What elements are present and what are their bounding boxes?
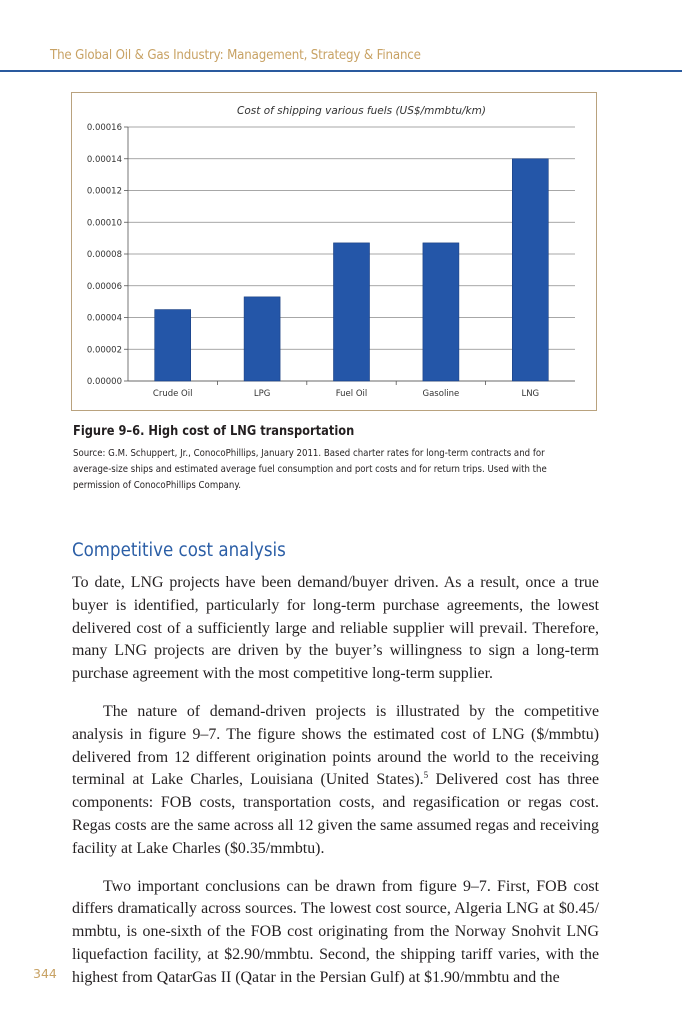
chart-title: Cost of shipping various fuels (US$/mmbtu/km) <box>237 105 486 117</box>
y-tick-label: 0.00016 <box>86 123 122 133</box>
figure-source: Source: G.M. Schuppert, Jr., ConocoPhillips, January 2011. Based charter rates for long-term contracts and for average-size ships and estimated average fuel consumption and port costs and for return trips. Used with the permission of ConocoPhillips Company. <box>73 448 547 491</box>
y-tick-label: 0.00012 <box>86 186 122 197</box>
paragraph-2 <box>72 701 599 861</box>
x-tick-label: Fuel Oil <box>335 389 368 399</box>
chart-figure <box>71 92 597 411</box>
x-tick-label: LNG <box>521 389 540 399</box>
y-tick-label: 0.00014 <box>86 154 122 165</box>
paragraph-3: Two important conclusions can be drawn from figure 9–7. First, FOB cost differs dramatically across sources. The lowest cost source, Algeria LNG at $0.45/ mmbtu, is one-sixth of the FOB cost originating from the Norway Snohvit LNG liquefaction facility, at $2.90/mmbtu. Second, the shipping tariff varies, with the highest from QatarGas II (Qatar in the Persian Gulf) at $1.90/mmbtu and the <box>72 877 599 986</box>
paragraph-1: To date, LNG projects have been demand/buyer driven. As a result, once a true buyer is identified, particularly for long-term purchase agreements, the lowest delivered cost of a sufficiently large and reliable supplier will prevail. Therefore, many LNG projects are driven by the buyer’s willingness to sign a long-term purchase agreement with the most competitive long-term supplier. <box>72 574 599 683</box>
x-tick-label: Crude Oil <box>152 389 193 399</box>
header-rule <box>0 70 682 72</box>
bar-gasoline <box>423 243 459 381</box>
page-number: 344 <box>33 966 57 981</box>
x-tick-label: Gasoline <box>422 389 460 399</box>
y-tick-label: 0.00006 <box>86 281 122 292</box>
y-tick-label: 0.00010 <box>86 218 122 229</box>
bar-crude-oil <box>155 310 191 381</box>
bar-chart <box>72 93 598 412</box>
section-title: Competitive cost analysis <box>72 540 286 561</box>
x-tick-label: LPG <box>253 389 271 399</box>
bar-lpg <box>244 297 280 381</box>
bar-lng <box>512 159 548 381</box>
y-tick-label: 0.00000 <box>86 377 122 387</box>
bar-fuel-oil <box>334 243 370 381</box>
footnote-ref: 5 <box>423 770 429 781</box>
y-tick-label: 0.00002 <box>86 345 122 356</box>
body-text <box>72 572 599 1005</box>
y-tick-label: 0.00004 <box>86 313 122 324</box>
paragraph-2-text-cont: Delivered cost has three components: FOB costs, transportation costs, and regasification or regas cost. Regas costs are the same across all 12 given the same assumed regas and receiving facility at Lake Charles ($0.35/mmbtu). <box>72 771 600 857</box>
y-tick-label: 0.00008 <box>86 250 122 260</box>
paragraph-2-text: The nature of demand-driven projects is illustrated by the competitive analysis in figure 9–7. The figure shows the estimated cost of LNG ($/mmbtu) delivered from 12 different origination points around the world to the receiving terminal at Lake Charles, Louisiana (United States). <box>72 702 599 789</box>
running-head: The Global Oil & Gas Industry: Management, Strategy & Finance <box>50 47 421 63</box>
figure-caption: Figure 9–6. High cost of LNG transportation <box>73 424 355 439</box>
